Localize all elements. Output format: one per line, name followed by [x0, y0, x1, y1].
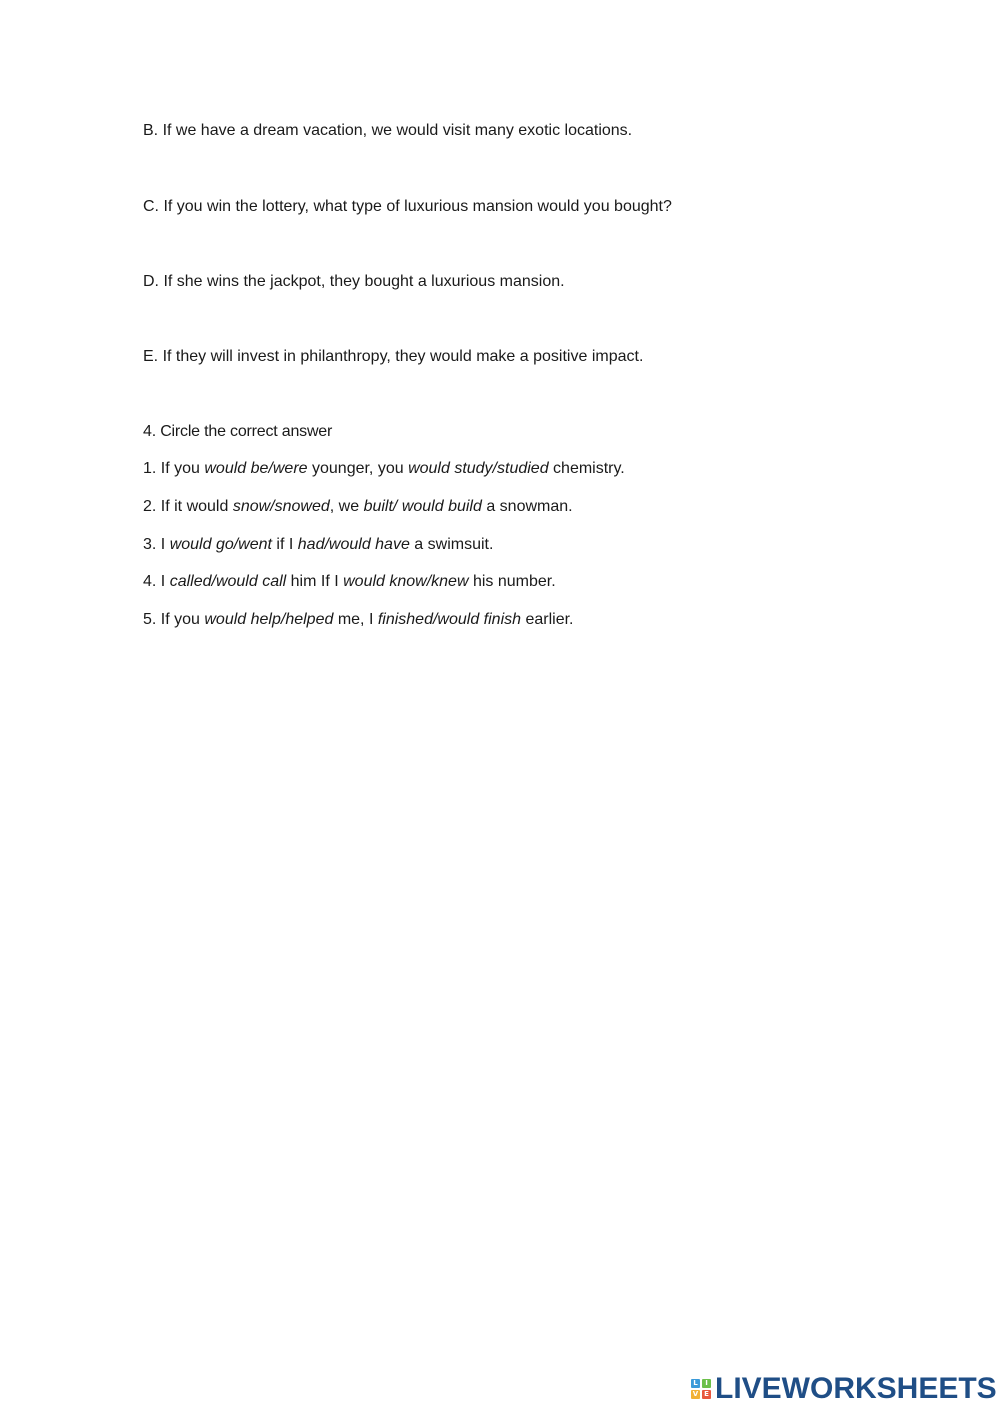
item-text: younger, you	[307, 460, 409, 477]
exercise-item-3	[143, 535, 493, 555]
exercise-item-1	[143, 459, 625, 479]
logo-block: I	[702, 1379, 711, 1388]
sentence-b: B. If we have a dream vacation, we would visit many exotic locations.	[143, 122, 633, 139]
sentence-d: D. If she wins the jackpot, they bought a luxurious mansion.	[143, 273, 565, 290]
choice-option[interactable]: called/would call	[169, 573, 287, 590]
item-text: if I	[271, 536, 298, 553]
item-text: earlier.	[521, 611, 574, 628]
item-text: me, I	[333, 611, 378, 628]
choice-option[interactable]: built/ would build	[363, 498, 482, 515]
choice-option[interactable]: finished/would finish	[377, 611, 522, 628]
logo-text: LIVEWORKSHEETS	[715, 1372, 997, 1405]
choice-option[interactable]: snow/snowed	[232, 498, 330, 515]
choice-option[interactable]: would go/went	[169, 536, 272, 553]
choice-option[interactable]: would help/helped	[204, 611, 334, 628]
choice-option[interactable]: had/would have	[297, 536, 410, 553]
exercise-4-heading: 4. Circle the correct answer	[143, 423, 333, 440]
exercise-item-4	[143, 572, 556, 592]
item-text: 1. If you	[143, 460, 205, 477]
exercise-item-5	[143, 610, 574, 630]
item-text: 3. I	[143, 536, 170, 553]
item-text: his number.	[468, 573, 556, 590]
exercise-item-2	[143, 497, 573, 517]
item-text: 5. If you	[143, 611, 205, 628]
sentence-c: C. If you win the lottery, what type of luxurious mansion would you bought?	[143, 198, 672, 215]
item-text: 2. If it would	[143, 498, 233, 515]
choice-option[interactable]: would be/were	[204, 460, 308, 477]
logo-blocks-icon	[691, 1379, 711, 1399]
choice-option[interactable]: would study/studied	[408, 460, 549, 477]
item-text: 4. I	[143, 573, 170, 590]
choice-option[interactable]: would know/knew	[343, 573, 469, 590]
logo-block: V	[692, 1390, 699, 1398]
item-text: a swimsuit.	[409, 536, 494, 553]
logo-block: E	[702, 1390, 711, 1399]
item-text: him If I	[286, 573, 344, 590]
sentence-e: E. If they will invest in philanthropy, they would make a positive impact.	[143, 348, 644, 365]
item-text: , we	[329, 498, 364, 515]
logo-block: L	[691, 1379, 700, 1388]
liveworksheets-logo	[691, 1374, 997, 1404]
item-text: a snowman.	[481, 498, 573, 515]
item-text: chemistry.	[548, 460, 625, 477]
